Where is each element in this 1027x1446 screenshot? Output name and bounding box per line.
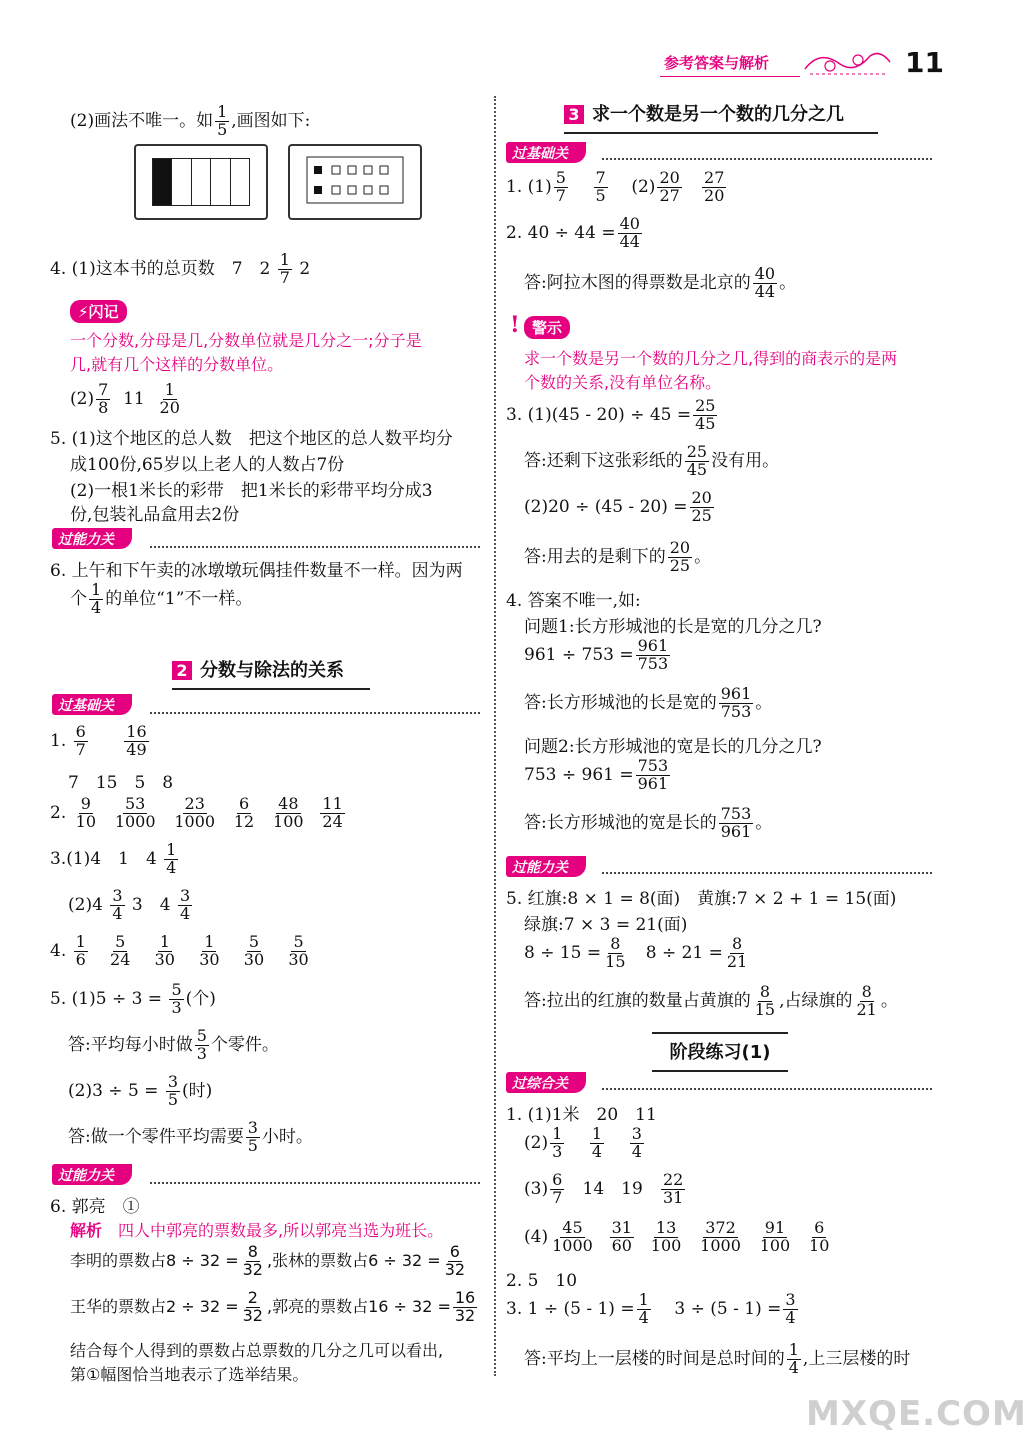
q5-line: 份,包装礼品盒用去2份 — [70, 505, 240, 525]
r-s1-3: (3) $\frac{6}{7}$ 14 19 $\frac{22}{31}$ — [524, 1170, 684, 1207]
q5-line: 成100份,65岁以上老人的人数占7份 — [70, 455, 345, 475]
analysis-text: 结合每个人得到的票数占总票数的几分之几可以看出, — [70, 1341, 444, 1360]
q5-line: 5. (1)这个地区的总人数 把这个地区的总人数平均分 — [50, 429, 453, 449]
s2-q4: 4. $\frac{1}{6}$ $\frac{5}{24}$ $\frac{1}{30}$ $\frac{1}{30}$ $\frac{5}{30}$ $\frac{5}{30}$ — [50, 932, 309, 969]
analysis-text: 解析 四人中郭亮的票数最多,所以郭亮当选为班长。 — [70, 1221, 444, 1240]
r-s3-ans: 答:平均上一层楼的时间是总时间的 $\frac{1}{4}$ ,上三层楼的时 — [524, 1340, 911, 1377]
r-q5-a: 5. 红旗:8 × 1 = 8(面) 黄旗:7 × 2 + 1 = 15(面) — [506, 889, 897, 909]
r-q5-c: 8 ÷ 15 = $\frac{8}{15}$ 8 ÷ 21 = $\frac{8}{21}$ — [524, 934, 748, 971]
figure-dot-model — [288, 144, 422, 220]
s2-q5-ans1: 答:平均每小时做 $\frac{5}{3}$ 个零件。 — [68, 1026, 279, 1063]
q5-line: (2)一根1米长的彩带 把1米长的彩带平均分成3 — [70, 481, 433, 501]
r-q3-2-ans: 答:用去的是剩下的 $\frac{20}{25}$ 。 — [524, 538, 712, 575]
s2-q1-row2: 7 15 5 8 — [68, 773, 174, 793]
page-number: 11 — [905, 46, 944, 79]
r-q4-a1: 答:长方形城池的长是宽的 $\frac{961}{753}$ 。 — [524, 684, 773, 721]
q4-line2: (2) $\frac{7}{8}$ 11 $\frac{1}{20}$ — [70, 380, 180, 417]
r-s3: 3. 1 ÷ (5 - 1) = $\frac{1}{4}$ 3 ÷ (5 - 1) = $\frac{3}{4}$ — [506, 1290, 796, 1327]
section-tag-comprehensive: 过综合关 — [506, 1072, 586, 1093]
flash-note-text: 一个分数,分母是几,分数单位就是几分之一;分子是 — [70, 331, 422, 350]
r-q4-a2: 答:长方形城池的宽是长的 $\frac{753}{961}$ 。 — [524, 804, 773, 841]
q6-line: 个 $\frac{1}{4}$ 的单位“1”不一样。 — [70, 580, 253, 617]
dotted-rule — [602, 158, 932, 160]
header-rule — [660, 76, 800, 77]
s2-q5-ans2: 答:做一个零件平均需要 $\frac{3}{5}$ 小时。 — [68, 1118, 313, 1155]
warning-text: 个数的关系,没有单位名称。 — [524, 373, 722, 392]
warning-icon: ! — [510, 312, 520, 338]
column-divider — [494, 96, 496, 1376]
header-decoration — [800, 44, 895, 80]
warning-text: 求一个数是另一个数的几分之几,得到的商表示的是两 — [524, 349, 898, 368]
analysis-text: 李明的票数占8 ÷ 32 = $\frac{8}{32}$ ,张林的票数占6 ÷ 32 = $\frac{6}{32}$ — [70, 1242, 466, 1279]
r-s1-4: (4) $\frac{45}{1000}$ $\frac{31}{60}$ $\frac{13}{100}$ $\frac{372}{1000}$ $\frac{91}{100}$ $\frac{6}{10}$ — [524, 1218, 830, 1255]
analysis-text: 第①幅图恰当地表示了选举结果。 — [70, 1365, 309, 1384]
section-tag-ability: 过能力关 — [52, 528, 132, 549]
answer-line: (2)画法不唯一。如 $\frac{1}{5}$ ,画图如下: — [70, 102, 311, 139]
r-q5-ans: 答:拉出的红旗的数量占黄旗的 $\frac{8}{15}$ ,占绿旗的 $\frac{8}{21}$ 。 — [524, 982, 898, 1019]
dotted-rule — [150, 712, 480, 714]
dotted-rule — [150, 546, 480, 548]
flash-note-text: 几,就有几个这样的分数单位。 — [70, 355, 284, 374]
dotted-rule — [602, 872, 932, 874]
q6-line: 6. 上午和下午卖的冰墩墩玩偶挂件数量不一样。因为两 — [50, 561, 463, 581]
analysis-text: 王华的票数占2 ÷ 32 = $\frac{2}{32}$ ,郭亮的票数占16 ÷ 32 = $\frac{16}{32}$ — [70, 1288, 476, 1325]
s2-q3-2: (2)4 $\frac{3}{4}$ 3 4 $\frac{3}{4}$ — [68, 886, 191, 923]
r-s1: 1. (1)1米 20 11 — [506, 1105, 657, 1125]
r-q3-1-ans: 答:还剩下这张彩纸的 $\frac{25}{45}$ 没有用。 — [524, 442, 780, 479]
watermark: MXQE.COM — [806, 1394, 1027, 1434]
s2-q3-1: 3.(1)4 1 4 $\frac{1}{4}$ — [50, 840, 177, 877]
r-q4-e1: 961 ÷ 753 = $\frac{961}{753}$ — [524, 636, 669, 673]
section-heading-3: 3 求一个数是另一个数的几分之几 — [564, 100, 878, 134]
r-s2: 2. 5 10 — [506, 1271, 578, 1291]
s2-q1: 1. $\frac{6}{7}$ $\frac{16}{49}$ — [50, 722, 147, 759]
flash-note-badge: ⚡闪记 — [70, 300, 127, 323]
r-q4-p2: 问题2:长方形城池的宽是长的几分之几? — [524, 737, 822, 757]
r-q2: 2. 40 ÷ 44 = $\frac{40}{44}$ — [506, 214, 640, 251]
s2-q2: 2. $\frac{9}{10}$ $\frac{53}{1000}$ $\frac{23}{1000}$ $\frac{6}{12}$ $\frac{48}{100}$ $\frac{11}{24}$ — [50, 794, 343, 831]
r-q4-p1: 问题1:长方形城池的长是宽的几分之几? — [524, 617, 822, 637]
s2-q5-1: 5. (1)5 ÷ 3 = $\frac{5}{3}$ (个) — [50, 980, 216, 1017]
section-tag-basic: 过基础关 — [506, 142, 586, 163]
section-tag-basic: 过基础关 — [52, 694, 132, 715]
figure-bar-model — [134, 144, 268, 220]
q4-line1: 4. (1)这本书的总页数 7 2 $\frac{1}{7}$ 2 — [50, 250, 311, 287]
r-q1: 1. (1) $\frac{5}{7}$ $\frac{7}{5}$ (2) $\frac{20}{27}$ $\frac{27}{20}$ — [506, 168, 725, 205]
warning-badge: 警示 — [524, 316, 570, 339]
s2-q6: 6. 郭亮 ① — [50, 1197, 140, 1217]
r-s1-2: (2) $\frac{1}{3}$ $\frac{1}{4}$ $\frac{3}{4}$ — [524, 1124, 642, 1161]
r-q4: 4. 答案不唯一,如: — [506, 591, 641, 611]
r-q5-b: 绿旗:7 × 3 = 21(面) — [524, 915, 688, 935]
r-q3-2: (2)20 ÷ (45 - 20) = $\frac{20}{25}$ — [524, 488, 712, 525]
s2-q5-2: (2)3 ÷ 5 = $\frac{3}{5}$ (时) — [68, 1072, 213, 1109]
dotted-rule — [150, 1182, 480, 1184]
dotted-rule — [602, 1088, 932, 1090]
section-tag-ability: 过能力关 — [506, 856, 586, 877]
r-q4-e2: 753 ÷ 961 = $\frac{753}{961}$ — [524, 756, 669, 793]
r-q2-ans: 答:阿拉木图的得票数是北京的 $\frac{40}{44}$ 。 — [524, 264, 797, 301]
r-q3-1: 3. (1)(45 - 20) ÷ 45 = $\frac{25}{45}$ — [506, 396, 716, 433]
section-tag-ability: 过能力关 — [52, 1164, 132, 1185]
header-title: 参考答案与解析 — [664, 54, 770, 72]
stage-heading: 阶段练习(1) — [652, 1032, 788, 1072]
section-heading-2: 2 分数与除法的关系 — [172, 656, 370, 690]
